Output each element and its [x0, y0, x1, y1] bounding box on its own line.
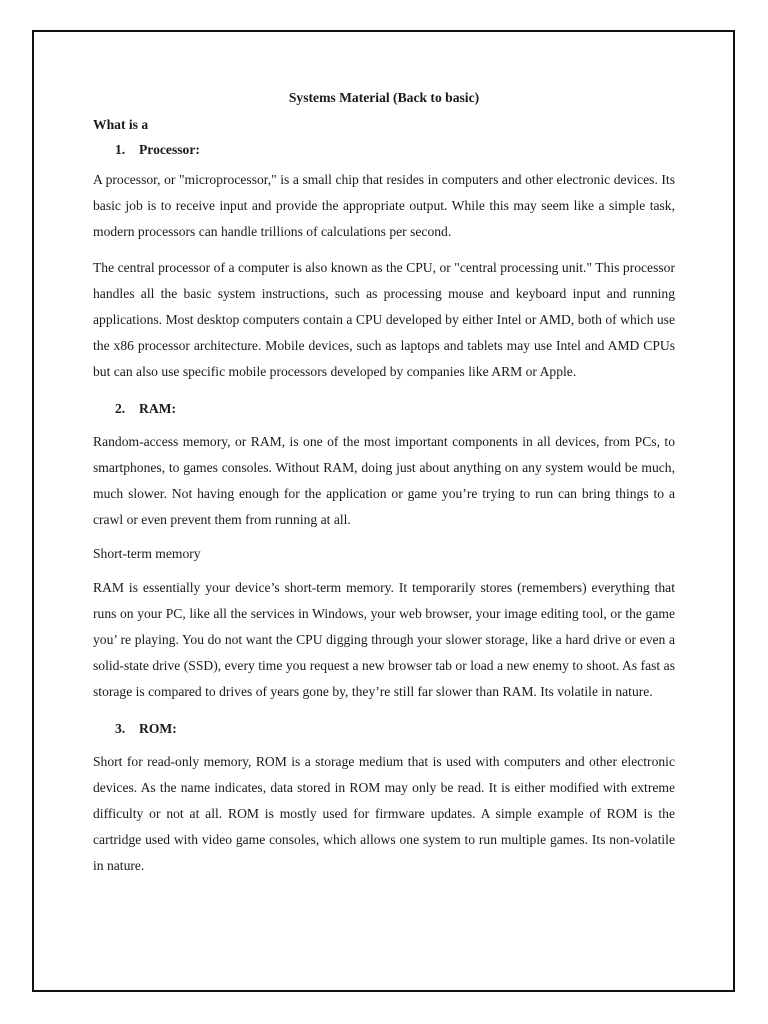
document-body — [93, 87, 675, 879]
intro-heading: What is a — [93, 117, 149, 132]
section-heading-rom — [93, 715, 675, 743]
section-heading-processor — [93, 139, 675, 161]
processor-paragraph-2: The central processor of a computer is also known as the CPU, or "central processing unit." This processor handles all the basic system instructions, such as processing mouse and keyboard input and running applications. Most desktop computers contain a CPU developed by either Intel or AMD, both of which use the x86 processor architecture. Mobile devices, such as laptops and tablets may use Intel and AMD CPUs but can also use specific mobile processors developed by companies like ARM or Apple. — [93, 260, 675, 379]
section-title: ROM: — [139, 721, 177, 736]
ram-paragraph-1: Random-access memory, or RAM, is one of the most important components in all devices, from PCs, to smartphones, to games consoles. Without RAM, doing just about anything on any system would be much, much slower. Not having enough for the application or game you’re trying to run can bring things to a crawl or even prevent them from running at all. — [93, 434, 675, 527]
rom-paragraph-1: Short for read-only memory, ROM is a storage medium that is used with computers and other electronic devices. As the name indicates, data stored in ROM may only be read. It is either modified with extreme difficulty or not at all. ROM is mostly used for firmware updates. A simple example of ROM is the cartridge used with video game consoles, which allows one system to run multiple games. Its non-volatile in nature. — [93, 754, 675, 873]
ram-paragraph-2: RAM is essentially your device’s short-term memory. It temporarily stores (remembers) everything that runs on your PC, like all the services in Windows, your web browser, your image editing tool, or the game you’ re playing. You do not want the CPU digging through your slower storage, like a hard drive or even a solid-state drive (SSD), every time you request a new browser tab or load a new enemy to shoot. As fast as storage is compared to drives of years gone by, they’re still far slower than RAM. Its volatile in nature. — [93, 580, 675, 699]
document-title: Systems Material (Back to basic) — [288, 90, 480, 105]
processor-paragraph-1: A processor, or "microprocessor," is a small chip that resides in computers and other electronic devices. Its basic job is to receive input and provide the appropriate output. While this may seem like a simple task, modern processors can handle trillions of calculations per second. — [93, 172, 675, 239]
section-title: Processor: — [139, 142, 200, 157]
section-number: 1. — [115, 142, 126, 157]
section-number: 3. — [115, 721, 126, 736]
section-heading-ram — [93, 395, 675, 423]
ram-subheading: Short-term memory — [93, 546, 201, 561]
section-title: RAM: — [139, 401, 176, 416]
section-number: 2. — [115, 401, 126, 416]
